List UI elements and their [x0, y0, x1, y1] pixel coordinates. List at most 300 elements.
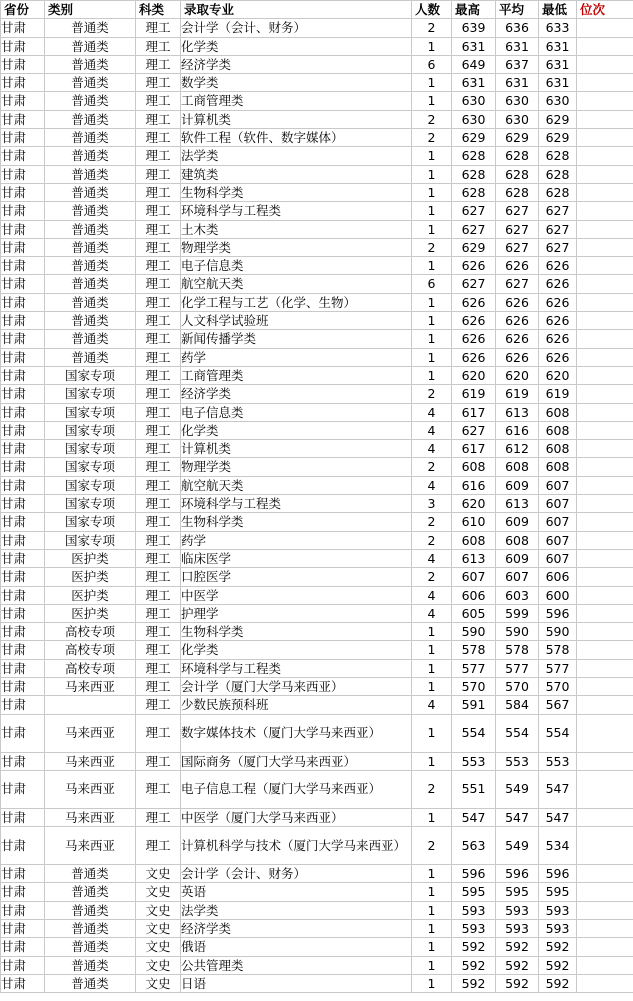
cell-lowest: 600 — [539, 586, 577, 604]
cell-highest: 631 — [452, 37, 496, 55]
cell-category: 国家专项 — [45, 476, 136, 494]
table-row — [1, 92, 633, 110]
cell-lowest: 607 — [539, 549, 577, 567]
cell-highest: 570 — [452, 677, 496, 695]
cell-highest: 608 — [452, 458, 496, 476]
cell-average: 628 — [496, 147, 539, 165]
cell-count: 1 — [412, 677, 452, 695]
cell-province: 甘肃 — [1, 531, 45, 549]
cell-count: 1 — [412, 165, 452, 183]
cell-average: 636 — [496, 19, 539, 37]
cell-major: 会计学（会计、财务） — [181, 19, 412, 37]
cell-rank — [577, 330, 633, 348]
cell-province: 甘肃 — [1, 865, 45, 883]
cell-count: 4 — [412, 586, 452, 604]
cell-science: 理工 — [136, 659, 181, 677]
table-row — [1, 641, 633, 659]
cell-science: 理工 — [136, 74, 181, 92]
cell-major: 化学类 — [181, 641, 412, 659]
cell-average: 549 — [496, 827, 539, 865]
cell-province: 甘肃 — [1, 19, 45, 37]
table-row — [1, 604, 633, 622]
cell-major: 中医学 — [181, 586, 412, 604]
cell-highest: 563 — [452, 827, 496, 865]
cell-lowest: 628 — [539, 165, 577, 183]
header-highest: 最高 — [452, 1, 496, 19]
cell-average: 590 — [496, 623, 539, 641]
cell-count: 1 — [412, 348, 452, 366]
cell-lowest: 592 — [539, 956, 577, 974]
table-row — [1, 696, 633, 714]
cell-count: 1 — [412, 330, 452, 348]
table-row — [1, 257, 633, 275]
cell-highest: 619 — [452, 385, 496, 403]
table-row — [1, 770, 633, 808]
cell-average: 631 — [496, 37, 539, 55]
cell-major: 土木类 — [181, 220, 412, 238]
cell-science: 理工 — [136, 183, 181, 201]
cell-category: 普通类 — [45, 129, 136, 147]
cell-category: 国家专项 — [45, 421, 136, 439]
cell-highest: 595 — [452, 883, 496, 901]
cell-major: 化学工程与工艺（化学、生物） — [181, 293, 412, 311]
cell-category: 普通类 — [45, 92, 136, 110]
cell-major: 化学类 — [181, 421, 412, 439]
cell-science: 理工 — [136, 476, 181, 494]
cell-province: 甘肃 — [1, 714, 45, 752]
cell-rank — [577, 165, 633, 183]
cell-average: 609 — [496, 549, 539, 567]
cell-major: 计算机类 — [181, 110, 412, 128]
cell-major: 会计学（会计、财务） — [181, 865, 412, 883]
table-row — [1, 330, 633, 348]
cell-lowest: 627 — [539, 238, 577, 256]
cell-rank — [577, 808, 633, 826]
cell-science: 理工 — [136, 513, 181, 531]
table-row — [1, 165, 633, 183]
cell-category: 普通类 — [45, 183, 136, 201]
cell-rank — [577, 568, 633, 586]
cell-category: 医护类 — [45, 568, 136, 586]
cell-province: 甘肃 — [1, 586, 45, 604]
cell-category: 普通类 — [45, 938, 136, 956]
cell-province: 甘肃 — [1, 165, 45, 183]
cell-highest: 616 — [452, 476, 496, 494]
cell-average: 628 — [496, 183, 539, 201]
cell-category: 高校专项 — [45, 623, 136, 641]
table-row — [1, 752, 633, 770]
cell-count: 1 — [412, 808, 452, 826]
cell-category: 普通类 — [45, 110, 136, 128]
cell-major: 航空航天类 — [181, 275, 412, 293]
cell-lowest: 570 — [539, 677, 577, 695]
cell-category: 普通类 — [45, 220, 136, 238]
table-row — [1, 275, 633, 293]
cell-lowest: 590 — [539, 623, 577, 641]
cell-category: 普通类 — [45, 330, 136, 348]
cell-major: 药学 — [181, 531, 412, 549]
cell-average: 549 — [496, 770, 539, 808]
cell-count: 2 — [412, 568, 452, 586]
cell-science: 文史 — [136, 883, 181, 901]
cell-rank — [577, 348, 633, 366]
cell-average: 637 — [496, 55, 539, 73]
cell-rank — [577, 495, 633, 513]
cell-province: 甘肃 — [1, 92, 45, 110]
cell-count: 4 — [412, 696, 452, 714]
cell-science: 理工 — [136, 330, 181, 348]
cell-lowest: 593 — [539, 901, 577, 919]
cell-province: 甘肃 — [1, 202, 45, 220]
cell-lowest: 627 — [539, 202, 577, 220]
table-row — [1, 827, 633, 865]
cell-lowest: 626 — [539, 312, 577, 330]
cell-highest: 628 — [452, 147, 496, 165]
cell-province: 甘肃 — [1, 458, 45, 476]
cell-highest: 605 — [452, 604, 496, 622]
cell-rank — [577, 770, 633, 808]
cell-average: 599 — [496, 604, 539, 622]
cell-science: 理工 — [136, 92, 181, 110]
cell-major: 经济学类 — [181, 920, 412, 938]
cell-lowest: 607 — [539, 531, 577, 549]
cell-category — [45, 696, 136, 714]
cell-highest: 551 — [452, 770, 496, 808]
cell-rank — [577, 366, 633, 384]
cell-science: 理工 — [136, 366, 181, 384]
cell-rank — [577, 714, 633, 752]
cell-lowest: 626 — [539, 275, 577, 293]
header-science: 科类 — [136, 1, 181, 19]
cell-average: 592 — [496, 938, 539, 956]
cell-lowest: 631 — [539, 74, 577, 92]
cell-count: 2 — [412, 458, 452, 476]
cell-province: 甘肃 — [1, 129, 45, 147]
cell-category: 马来西亚 — [45, 770, 136, 808]
cell-major: 临床医学 — [181, 549, 412, 567]
cell-rank — [577, 513, 633, 531]
cell-province: 甘肃 — [1, 513, 45, 531]
cell-category: 马来西亚 — [45, 827, 136, 865]
table-row — [1, 865, 633, 883]
cell-rank — [577, 974, 633, 992]
cell-highest: 627 — [452, 275, 496, 293]
cell-average: 627 — [496, 220, 539, 238]
cell-lowest: 547 — [539, 770, 577, 808]
cell-province: 甘肃 — [1, 696, 45, 714]
cell-highest: 608 — [452, 531, 496, 549]
table-row — [1, 110, 633, 128]
cell-count: 2 — [412, 110, 452, 128]
cell-category: 普通类 — [45, 147, 136, 165]
cell-rank — [577, 604, 633, 622]
cell-rank — [577, 421, 633, 439]
cell-lowest: 534 — [539, 827, 577, 865]
cell-rank — [577, 55, 633, 73]
cell-science: 理工 — [136, 752, 181, 770]
cell-major: 公共管理类 — [181, 956, 412, 974]
table-row — [1, 74, 633, 92]
cell-count: 4 — [412, 604, 452, 622]
cell-average: 630 — [496, 92, 539, 110]
cell-category: 医护类 — [45, 586, 136, 604]
cell-category: 普通类 — [45, 293, 136, 311]
cell-highest: 626 — [452, 348, 496, 366]
cell-rank — [577, 202, 633, 220]
cell-science: 理工 — [136, 568, 181, 586]
table-row — [1, 183, 633, 201]
cell-lowest: 593 — [539, 920, 577, 938]
cell-average: 616 — [496, 421, 539, 439]
cell-count: 2 — [412, 238, 452, 256]
cell-science: 理工 — [136, 623, 181, 641]
cell-province: 甘肃 — [1, 257, 45, 275]
cell-rank — [577, 238, 633, 256]
cell-count: 1 — [412, 257, 452, 275]
cell-highest: 554 — [452, 714, 496, 752]
cell-rank — [577, 476, 633, 494]
cell-category: 普通类 — [45, 238, 136, 256]
cell-average: 595 — [496, 883, 539, 901]
cell-highest: 592 — [452, 938, 496, 956]
table-row — [1, 129, 633, 147]
cell-highest: 649 — [452, 55, 496, 73]
cell-highest: 627 — [452, 202, 496, 220]
cell-highest: 639 — [452, 19, 496, 37]
header-category: 类别 — [45, 1, 136, 19]
header-average: 平均 — [496, 1, 539, 19]
cell-science: 理工 — [136, 293, 181, 311]
cell-average: 593 — [496, 901, 539, 919]
cell-major: 法学类 — [181, 901, 412, 919]
cell-science: 理工 — [136, 165, 181, 183]
cell-rank — [577, 74, 633, 92]
cell-average: 620 — [496, 366, 539, 384]
cell-highest: 626 — [452, 330, 496, 348]
cell-rank — [577, 901, 633, 919]
cell-major: 环境科学与工程类 — [181, 202, 412, 220]
cell-province: 甘肃 — [1, 403, 45, 421]
cell-science: 理工 — [136, 495, 181, 513]
cell-count: 4 — [412, 403, 452, 421]
cell-lowest: 592 — [539, 938, 577, 956]
cell-major: 化学类 — [181, 37, 412, 55]
cell-province: 甘肃 — [1, 901, 45, 919]
cell-lowest: 619 — [539, 385, 577, 403]
cell-lowest: 608 — [539, 403, 577, 421]
cell-province: 甘肃 — [1, 623, 45, 641]
cell-major: 国际商务（厦门大学马来西亚） — [181, 752, 412, 770]
cell-category: 普通类 — [45, 19, 136, 37]
cell-province: 甘肃 — [1, 476, 45, 494]
cell-average: 592 — [496, 956, 539, 974]
table-row — [1, 19, 633, 37]
table-row — [1, 714, 633, 752]
cell-rank — [577, 110, 633, 128]
cell-science: 理工 — [136, 586, 181, 604]
cell-rank — [577, 883, 633, 901]
cell-average: 596 — [496, 865, 539, 883]
cell-highest: 613 — [452, 549, 496, 567]
cell-category: 普通类 — [45, 883, 136, 901]
cell-category: 国家专项 — [45, 495, 136, 513]
cell-major: 护理学 — [181, 604, 412, 622]
cell-average: 630 — [496, 110, 539, 128]
cell-average: 626 — [496, 293, 539, 311]
cell-count: 1 — [412, 312, 452, 330]
cell-count: 1 — [412, 714, 452, 752]
cell-average: 629 — [496, 129, 539, 147]
table-row — [1, 55, 633, 73]
cell-lowest: 553 — [539, 752, 577, 770]
table-row — [1, 808, 633, 826]
cell-category: 马来西亚 — [45, 752, 136, 770]
cell-major: 法学类 — [181, 147, 412, 165]
cell-science: 理工 — [136, 257, 181, 275]
cell-category: 医护类 — [45, 549, 136, 567]
cell-province: 甘肃 — [1, 183, 45, 201]
cell-science: 文史 — [136, 901, 181, 919]
cell-count: 1 — [412, 641, 452, 659]
table-row — [1, 531, 633, 549]
cell-average: 578 — [496, 641, 539, 659]
cell-count: 6 — [412, 55, 452, 73]
cell-average: 627 — [496, 202, 539, 220]
table-body — [1, 19, 633, 993]
cell-major: 物理学类 — [181, 458, 412, 476]
cell-category: 国家专项 — [45, 440, 136, 458]
cell-highest: 627 — [452, 220, 496, 238]
cell-rank — [577, 938, 633, 956]
cell-count: 1 — [412, 865, 452, 883]
cell-lowest: 630 — [539, 92, 577, 110]
cell-highest: 630 — [452, 110, 496, 128]
cell-category: 普通类 — [45, 974, 136, 992]
cell-science: 理工 — [136, 129, 181, 147]
cell-rank — [577, 827, 633, 865]
cell-highest: 578 — [452, 641, 496, 659]
table-row — [1, 238, 633, 256]
cell-major: 建筑类 — [181, 165, 412, 183]
cell-major: 英语 — [181, 883, 412, 901]
cell-average: 607 — [496, 568, 539, 586]
cell-count: 1 — [412, 920, 452, 938]
cell-count: 2 — [412, 513, 452, 531]
cell-major: 人文科学试验班 — [181, 312, 412, 330]
cell-science: 理工 — [136, 714, 181, 752]
cell-rank — [577, 129, 633, 147]
cell-rank — [577, 531, 633, 549]
cell-lowest: 626 — [539, 293, 577, 311]
cell-lowest: 631 — [539, 55, 577, 73]
cell-province: 甘肃 — [1, 883, 45, 901]
cell-province: 甘肃 — [1, 55, 45, 73]
cell-highest: 629 — [452, 238, 496, 256]
cell-major: 软件工程（软件、数字媒体） — [181, 129, 412, 147]
cell-count: 1 — [412, 883, 452, 901]
cell-count: 2 — [412, 770, 452, 808]
cell-science: 理工 — [136, 604, 181, 622]
cell-category: 普通类 — [45, 312, 136, 330]
cell-highest: 620 — [452, 366, 496, 384]
cell-province: 甘肃 — [1, 808, 45, 826]
cell-average: 570 — [496, 677, 539, 695]
cell-highest: 592 — [452, 974, 496, 992]
cell-province: 甘肃 — [1, 421, 45, 439]
cell-rank — [577, 92, 633, 110]
cell-count: 1 — [412, 752, 452, 770]
header-count: 人数 — [412, 1, 452, 19]
cell-category: 马来西亚 — [45, 714, 136, 752]
cell-lowest: 607 — [539, 476, 577, 494]
cell-science: 理工 — [136, 147, 181, 165]
cell-average: 626 — [496, 330, 539, 348]
cell-highest: 627 — [452, 421, 496, 439]
cell-province: 甘肃 — [1, 770, 45, 808]
cell-province: 甘肃 — [1, 549, 45, 567]
table-row — [1, 458, 633, 476]
cell-rank — [577, 549, 633, 567]
cell-lowest: 629 — [539, 129, 577, 147]
table-row — [1, 623, 633, 641]
cell-category: 国家专项 — [45, 513, 136, 531]
cell-major: 新闻传播学类 — [181, 330, 412, 348]
cell-province: 甘肃 — [1, 659, 45, 677]
table-row — [1, 293, 633, 311]
cell-province: 甘肃 — [1, 938, 45, 956]
cell-major: 生物科学类 — [181, 623, 412, 641]
table-row — [1, 476, 633, 494]
table-row — [1, 883, 633, 901]
cell-major: 中医学（厦门大学马来西亚） — [181, 808, 412, 826]
cell-average: 553 — [496, 752, 539, 770]
cell-province: 甘肃 — [1, 604, 45, 622]
cell-science: 理工 — [136, 403, 181, 421]
cell-category: 普通类 — [45, 257, 136, 275]
cell-rank — [577, 677, 633, 695]
cell-highest: 590 — [452, 623, 496, 641]
cell-major: 药学 — [181, 348, 412, 366]
cell-category: 医护类 — [45, 604, 136, 622]
cell-science: 理工 — [136, 275, 181, 293]
cell-province: 甘肃 — [1, 220, 45, 238]
header-province: 省份 — [1, 1, 45, 19]
table-row — [1, 403, 633, 421]
cell-count: 1 — [412, 659, 452, 677]
cell-count: 2 — [412, 19, 452, 37]
cell-average: 627 — [496, 238, 539, 256]
table-row — [1, 440, 633, 458]
table-row — [1, 901, 633, 919]
cell-province: 甘肃 — [1, 495, 45, 513]
cell-rank — [577, 586, 633, 604]
cell-science: 理工 — [136, 348, 181, 366]
cell-highest: 631 — [452, 74, 496, 92]
cell-average: 626 — [496, 348, 539, 366]
cell-category: 国家专项 — [45, 458, 136, 476]
cell-major: 俄语 — [181, 938, 412, 956]
table-row — [1, 312, 633, 330]
cell-rank — [577, 257, 633, 275]
table-row — [1, 677, 633, 695]
cell-lowest: 595 — [539, 883, 577, 901]
cell-province: 甘肃 — [1, 348, 45, 366]
table-row — [1, 513, 633, 531]
cell-lowest: 607 — [539, 513, 577, 531]
cell-highest: 592 — [452, 956, 496, 974]
cell-science: 理工 — [136, 19, 181, 37]
header-rank: 位次 — [577, 1, 633, 19]
